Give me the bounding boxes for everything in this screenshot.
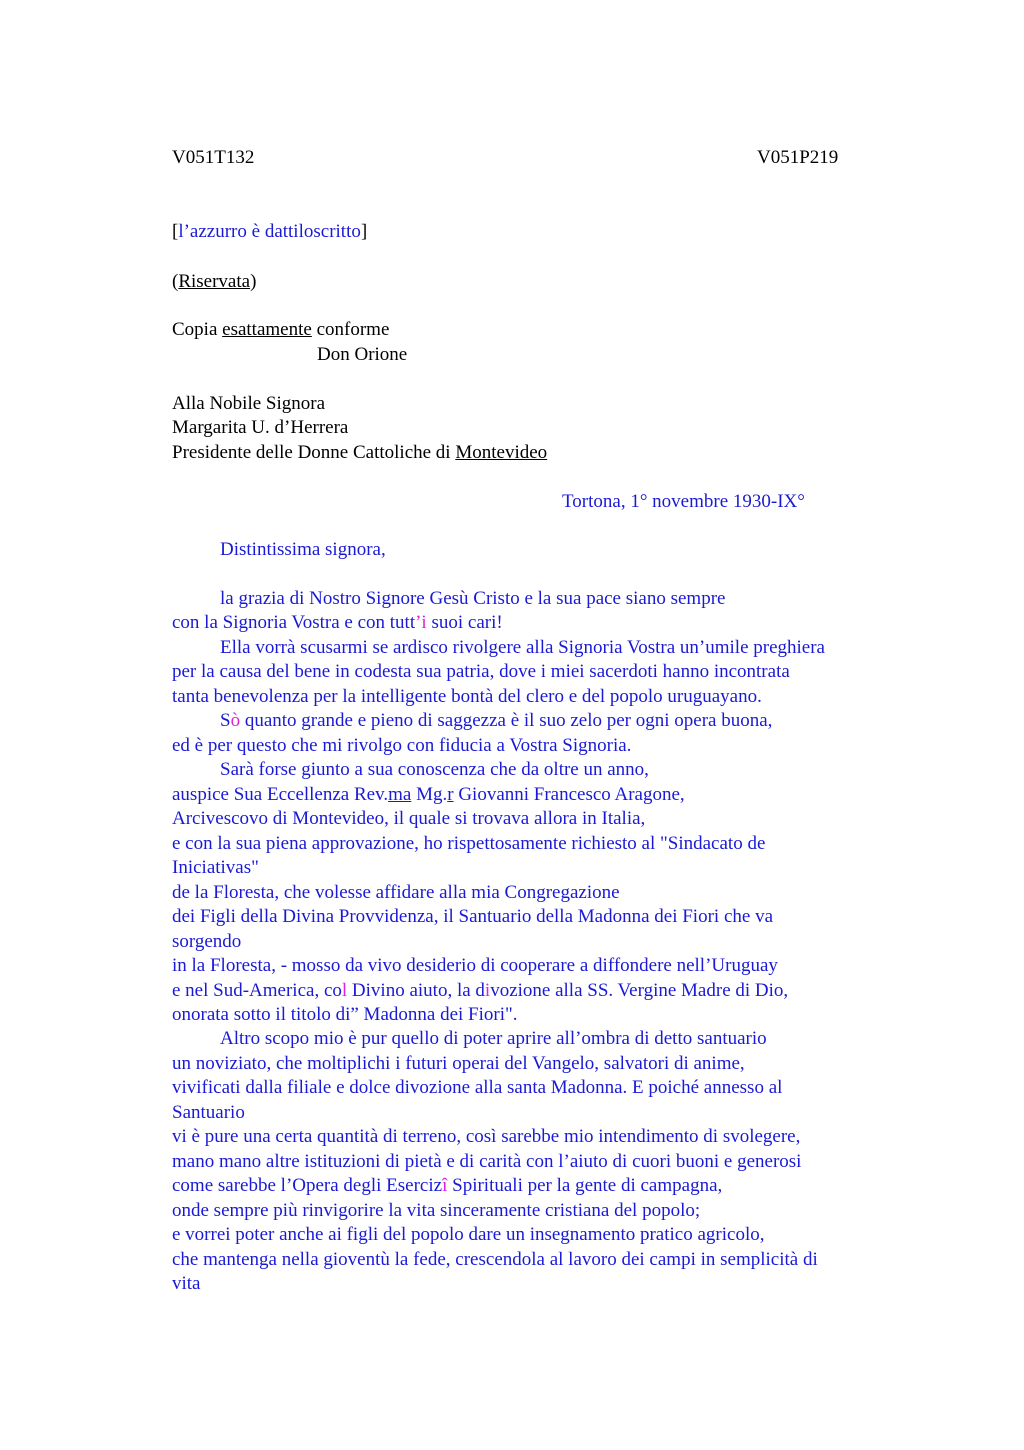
body-line: onde sempre più rinvigorire la vita sinceramente cristiana del popolo; (172, 1200, 701, 1221)
recipient-line-1: Alla Nobile Signora (172, 393, 326, 414)
text-run: come sarebbe l’Opera degli Eserciz (172, 1175, 443, 1196)
copy-conformity (172, 318, 389, 342)
text-run: S (220, 710, 231, 731)
archive-code-left: V051T132 (172, 147, 255, 168)
body-line: dei Figli della Divina Provvidenza, il Santuario della Madonna dei Fiori che va (172, 906, 773, 927)
copy-signature: Don Orione (317, 344, 408, 365)
recipient-title: Presidente delle Donne Cattoliche di (172, 442, 456, 463)
recipient-line-2: Margarita U. d’Herrera (172, 417, 349, 438)
text-run: auspice Sua Eccellenza Rev. (172, 784, 389, 805)
letter-date: Tortona, 1° novembre 1930-IX° (562, 491, 805, 512)
superscript-abbrev: r (447, 784, 454, 805)
salutation: Distintissima signora, (220, 539, 386, 560)
bracket-close: ] (360, 221, 368, 242)
body-line (172, 979, 788, 1003)
body-line: in la Floresta, - mosso da vivo desiderio di cooperare a diffondere nell’Uruguay (172, 955, 778, 976)
text-run: quanto grande e pieno di saggezza è il suo zelo per ogni opera buona, (240, 710, 773, 731)
body-line: e vorrei poter anche ai figli del popolo dare un insegnamento pratico agricolo, (172, 1224, 765, 1245)
body-line: vita (172, 1273, 201, 1294)
body-line (172, 611, 503, 635)
body-line: per la causa del bene in codesta sua patria, dove i miei sacerdoti hanno incontrata (172, 661, 790, 682)
body-line: Iniciativas" (172, 857, 259, 878)
body-line: e con la sua piena approvazione, ho rispettosamente richiesto al "Sindacato de (172, 833, 766, 854)
copy-pre: Copia (172, 319, 223, 340)
text-run: Mg. (411, 784, 448, 805)
text-run: Spirituali per la gente di campagna, (447, 1175, 723, 1196)
body-line: sorgendo (172, 931, 242, 952)
text-run: e nel Sud-America, co (172, 980, 342, 1001)
superscript-abbrev: ma (388, 784, 412, 805)
body-line: Arcivescovo di Montevideo, il quale si trovava allora in Italia, (172, 808, 646, 829)
body-line: Altro scopo mio è pur quello di poter aprire all’ombra di detto santuario (220, 1028, 767, 1049)
body-line: tanta benevolenza per la intelligente bontà del clero e del popolo uruguayano. (172, 686, 762, 707)
text-run: suoi cari! (426, 612, 503, 633)
correction-mark: l (341, 980, 348, 1001)
correction-mark: ’i (415, 612, 427, 633)
text-run: vozione alla SS. Vergine Madre di Dio, (490, 980, 789, 1001)
paren-open: ( (172, 271, 179, 292)
correction-mark: i (484, 980, 491, 1001)
body-line: mano mano altre istituzioni di pietà e di carità con l’aiuto di cuori buoni e generosi (172, 1151, 802, 1172)
body-line: vi è pure una certa quantità di terreno, così sarebbe mio intendimento di svolegere, (172, 1126, 801, 1147)
paren-close: ) (250, 271, 257, 292)
copy-underlined: esattamente (222, 319, 312, 340)
editorial-note (172, 220, 367, 244)
recipient-city: Montevideo (455, 442, 548, 463)
body-line (220, 709, 772, 733)
body-line (172, 783, 685, 807)
copy-post: conforme (311, 319, 390, 340)
reserved-word: Riservata (178, 271, 251, 292)
bracket-open: [ (172, 221, 179, 242)
body-line: Santuario (172, 1102, 245, 1123)
text-run: con la Signoria Vostra e con tutt (172, 612, 416, 633)
body-line: ed è per questo che mi rivolgo con fiducia a Vostra Signoria. (172, 735, 632, 756)
recipient-line-3 (172, 441, 547, 465)
body-line: onorata sotto il titolo di” Madonna dei Fiori". (172, 1004, 518, 1025)
body-line: un noviziato, che moltiplichi i futuri operai del Vangelo, salvatori di anime, (172, 1053, 745, 1074)
body-line: che mantenga nella gioventù la fede, crescendola al lavoro dei campi in semplicità di (172, 1249, 818, 1270)
archive-code-right: V051P219 (757, 147, 839, 168)
body-line: de la Floresta, che volesse affidare alla mia Congregazione (172, 882, 620, 903)
correction-mark: î (442, 1175, 448, 1196)
text-run: Giovanni Francesco Aragone, (453, 784, 685, 805)
body-line: la grazia di Nostro Signore Gesù Cristo e la sua pace siano sempre (220, 588, 726, 609)
correction-mark: ò (230, 710, 241, 731)
reserved-mark (172, 270, 256, 294)
body-line (172, 1174, 722, 1198)
text-run: Divino aiuto, la d (347, 980, 485, 1001)
body-line: Ella vorrà scusarmi se ardisco rivolgere alla Signoria Vostra un’umile preghiera (220, 637, 825, 658)
body-line: vivificati dalla filiale e dolce divozione alla santa Madonna. E poiché annesso al (172, 1077, 783, 1098)
body-line: Sarà forse giunto a sua conoscenza che da oltre un anno, (220, 759, 649, 780)
editorial-note-text: l’azzurro è dattiloscritto (178, 221, 361, 242)
